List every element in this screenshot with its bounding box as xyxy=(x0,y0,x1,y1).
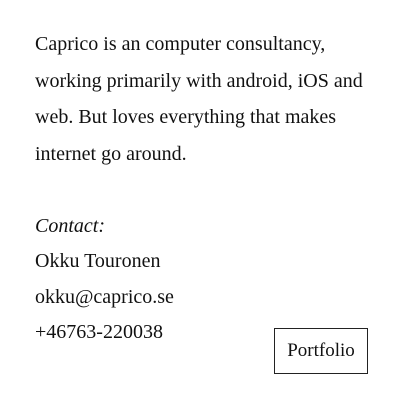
contact-name: Okku Touronen xyxy=(35,250,161,272)
contact-phone: +46763-220038 xyxy=(35,321,163,343)
intro-text: Caprico is an computer consultancy, working primarily with android, iOS and web. But loves everything that makes internet go around. xyxy=(35,33,363,165)
contact-email: okku@caprico.se xyxy=(35,286,174,308)
contact-heading: Contact: xyxy=(35,215,105,237)
portfolio-button[interactable]: Portfolio xyxy=(274,328,368,374)
